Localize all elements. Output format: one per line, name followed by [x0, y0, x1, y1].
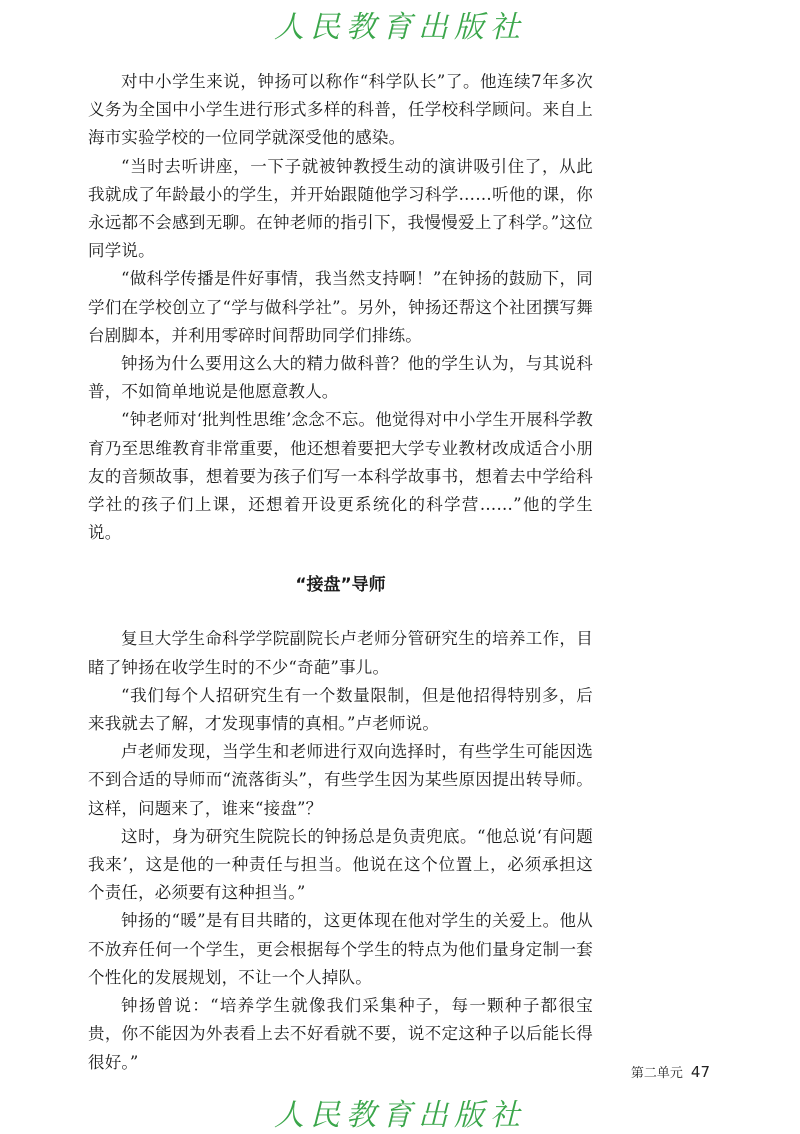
page-footer [631, 1062, 710, 1081]
paragraph: 钟扬曾说：“培养学生就像我们采集种子，每一颗种子都很宝贵，你不能因为外表看上去不好看就不要，说不定这种子以后能长得很好。” [88, 996, 593, 1072]
paragraph: 钟扬的“暖”是有目共睹的，这更体现在他对学生的关爱上。他从不放弃任何一个学生，更会根据每个学生的特点为他们量身定制一套个性化的发展规划，不让一个人掉队。 [88, 911, 593, 987]
paragraph: “钟老师对‘批判性思维’念念不忘。他觉得对中小学生开展科学教育乃至思维教育非常重要，他还想着要把大学专业教材改成适合小朋友的音频故事，想着要为孩子们写一本科学故事书，想着去中学给科学社的孩子们上课，还想着开设更系统化的科学营……”他的学生说。 [88, 410, 593, 543]
paragraph: 对中小学生来说，钟扬可以称作“科学队长”了。他连续7年多次义务为全国中小学生进行形式多样的科普，任学校科学顾问。来自上海市实验学校的一位同学就深受他的感染。 [88, 72, 593, 148]
publisher-logo-footer: 人民教育出版社 [274, 1098, 526, 1133]
paragraph: 卢老师发现，当学生和老师进行双向选择时，有些学生可能因选不到合适的导师而“流落街头”，有些学生因为某些原因提出转导师。这样，问题来了，谁来“接盘”？ [88, 742, 593, 818]
paragraph: “当时去听讲座，一下子就被钟教授生动的演讲吸引住了，从此我就成了年龄最小的学生，并开始跟随他学习科学……听他的课，你永远都不会感到无聊。在钟老师的指引下，我慢慢爱上了科学。”这位同学说。 [88, 156, 593, 261]
publisher-logo-header: 人民教育出版社 [274, 10, 526, 45]
paragraph: “我们每个人招研究生有一个数量限制，但是他招得特别多，后来我就去了解，才发现事情的真相。”卢老师说。 [88, 685, 593, 734]
unit-label: 第二单元 [630, 1066, 683, 1081]
article-body [88, 68, 593, 1077]
paragraph: 钟扬为什么要用这么大的精力做科普？他的学生认为，与其说科普，不如简单地说是他愿意教人。 [88, 354, 593, 402]
paragraph: 复旦大学生命科学学院副院长卢老师分管研究生的培养工作，目睹了钟扬在收学生时的不少“奇葩”事儿。 [88, 629, 593, 677]
paragraph: 这时，身为研究生院院长的钟扬总是负责兜底。“他总说‘有问题我来’，这是他的一种责任与担当。他说在这个位置上，必须承担这个责任，必须要有这种担当。” [88, 826, 593, 903]
page-number: 47 [690, 1063, 710, 1081]
section-title: “接盘”导师 [295, 575, 386, 596]
paragraph: “做科学传播是件好事情，我当然支持啊！”在钟扬的鼓励下，同学们在学校创立了“学与做科学社”。另外，钟扬还帮这个社团撰写舞台剧脚本，并利用零碎时间帮助同学们排练。 [88, 269, 593, 345]
